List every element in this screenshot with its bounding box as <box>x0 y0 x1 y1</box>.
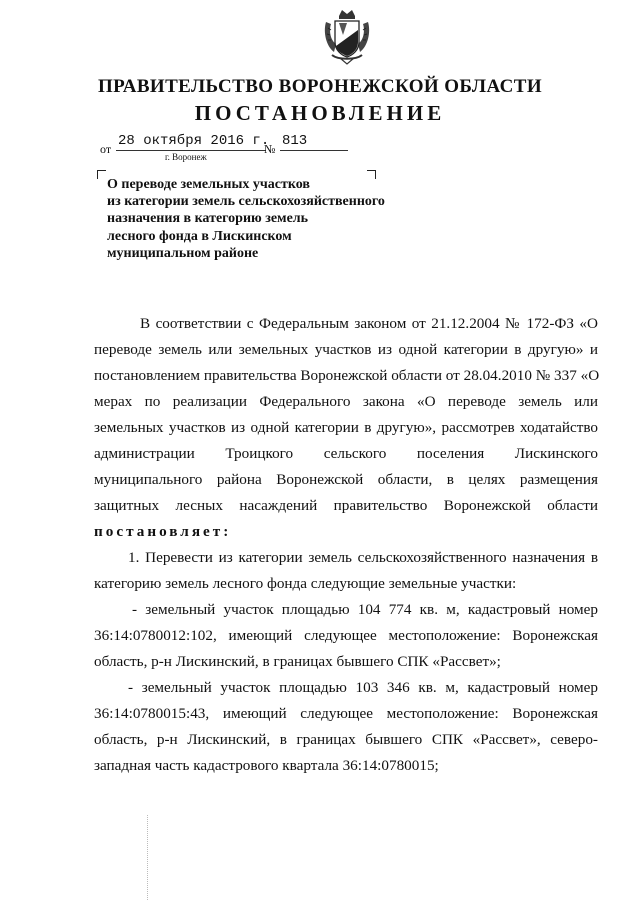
subject-line: из категории земель сельскохозяйственного <box>107 194 385 210</box>
coat-of-arms-icon <box>322 8 372 66</box>
parcel-line: 36:14:0780015:43, имеющий следующее местоположение: Воронежская <box>94 705 598 722</box>
city: г. Воронеж <box>165 152 207 162</box>
parcel-line: - земельный участок площадью 104 774 кв. м, кадастровый номер <box>132 601 598 618</box>
scan-artifact-dots <box>147 815 148 900</box>
body-line: 1. Перевести из категории земель сельскохозяйственного назначения в <box>128 549 598 566</box>
decides-keyword: постановляет: <box>94 523 232 540</box>
subject-line: лесного фонда в Лискинском <box>107 228 292 244</box>
body-line: категорию земель лесного фонда следующие земельные участки: <box>94 575 517 592</box>
parcel-line: - земельный участок площадью 103 346 кв. м, кадастровый номер <box>128 679 598 696</box>
document-body <box>94 311 598 779</box>
parcel-line: область, р-н Лискинский, в границах бывшего СПК «Рассвет»; <box>94 653 501 670</box>
parcel-line: западная часть кадастрового квартала 36:14:0780015; <box>94 757 439 774</box>
date-underline <box>116 150 266 151</box>
subject-line: О переводе земельных участков <box>107 177 310 192</box>
date-prefix: от <box>100 142 112 156</box>
body-line: защитных лесных насаждений правительство Воронежской области <box>94 497 598 514</box>
parcel-line: область, р-н Лискинский, в границах бывшего СПК «Рассвет», северо- <box>94 731 598 748</box>
document-date: 28 октября 2016 г. <box>118 133 270 149</box>
number-underline <box>280 150 348 151</box>
body-line: мерах по реализации Федерального закона «О переводе земель или <box>94 393 598 410</box>
document-type: ПОСТАНОВЛЕНИЕ <box>194 101 446 125</box>
body-line: администрации Троицкого сельского поселения Лискинского <box>94 445 598 462</box>
parcel-line: 36:14:0780012:102, имеющий следующее местоположение: Воронежская <box>94 627 598 644</box>
body-line: постановлением правительства Воронежской области от 28.04.2010 № 337 «О <box>94 367 600 384</box>
body-line: переводе земель или земельных участков из одной категории в другую» и <box>94 341 598 358</box>
document-number: 813 <box>282 133 308 149</box>
body-line: муниципального района Воронежской области, в целях размещения <box>94 471 598 488</box>
subject-bracket-left <box>97 170 106 179</box>
document-subject <box>107 176 407 262</box>
body-line: В соответствии с Федеральным законом от 21.12.2004 № 172-ФЗ «О <box>140 315 598 332</box>
government-title: ПРАВИТЕЛЬСТВО ВОРОНЕЖСКОЙ ОБЛАСТИ <box>97 76 543 97</box>
subject-line: назначения в категорию земель <box>107 211 309 227</box>
subject-line: муниципальном районе <box>107 245 259 261</box>
body-line: земельных участков из одной категории в другую», рассмотрев ходатайство <box>94 419 598 436</box>
number-prefix: № <box>264 142 276 156</box>
date-number-line <box>96 133 396 163</box>
